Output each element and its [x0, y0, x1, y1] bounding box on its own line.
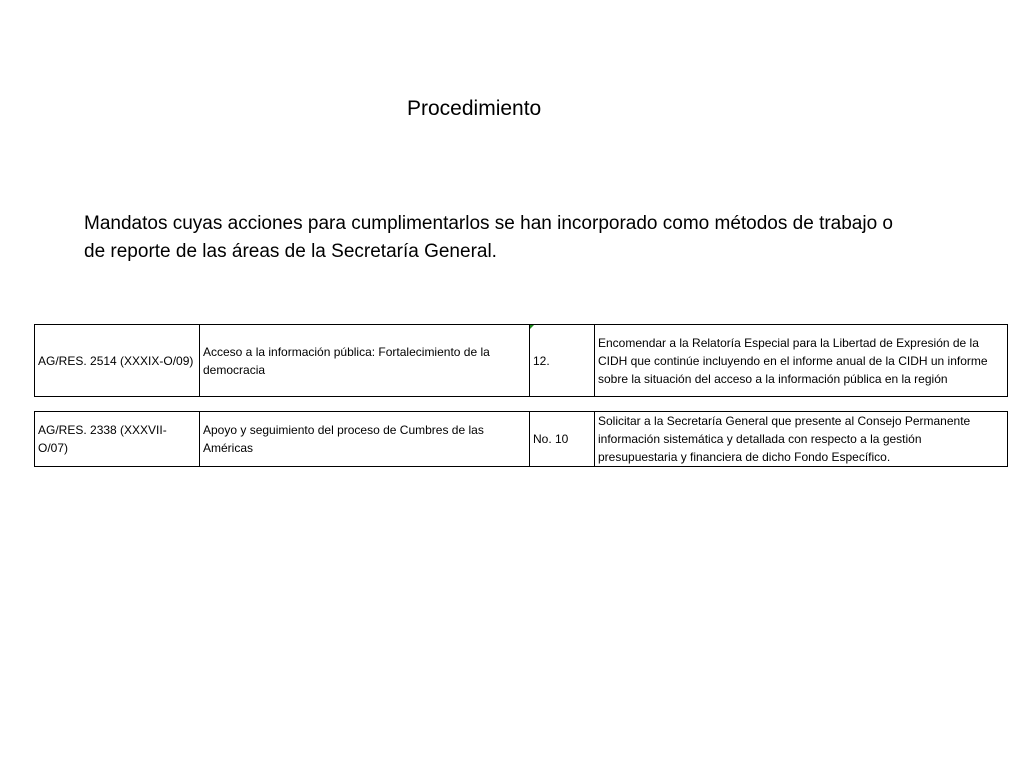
- mandate-text-cell: Solicitar a la Secretaría General que presente al Consejo Permanente información sistemática y detallada con respecto a la gestión presupuestaria y financiera de dicho Fondo Específico.: [595, 412, 1008, 467]
- resolution-cell: AG/RES. 2514 (XXXIX-O/09): [35, 325, 200, 397]
- mandate-title-cell: Acceso a la información pública: Fortalecimiento de la democracia: [200, 325, 530, 397]
- slide-title: Procedimiento: [407, 97, 542, 120]
- table-row: [35, 412, 1008, 467]
- table-row: [35, 325, 1008, 397]
- paragraph-number-cell: [530, 325, 595, 397]
- mandate-title-cell: Apoyo y seguimiento del proceso de Cumbres de las Américas: [200, 412, 530, 467]
- comment-marker-icon: [530, 325, 536, 331]
- mandate-text-cell: Encomendar a la Relatoría Especial para la Libertad de Expresión de la CIDH que continúe incluyendo en el informe anual de la CIDH un informe sobre la situación del acceso a la información pública en la región: [595, 325, 1008, 397]
- mandate-table: [34, 411, 1008, 467]
- resolution-cell: AG/RES. 2338 (XXXVII-O/07): [35, 412, 200, 467]
- intro-paragraph: Mandatos cuyas acciones para cumplimentarlos se han incorporado como métodos de trabajo o de reporte de las áreas de la Secretaría General.: [84, 213, 894, 262]
- paragraph-number-cell: No. 10: [530, 412, 595, 467]
- paragraph-number: 12.: [533, 353, 550, 368]
- mandate-table: [34, 324, 1008, 397]
